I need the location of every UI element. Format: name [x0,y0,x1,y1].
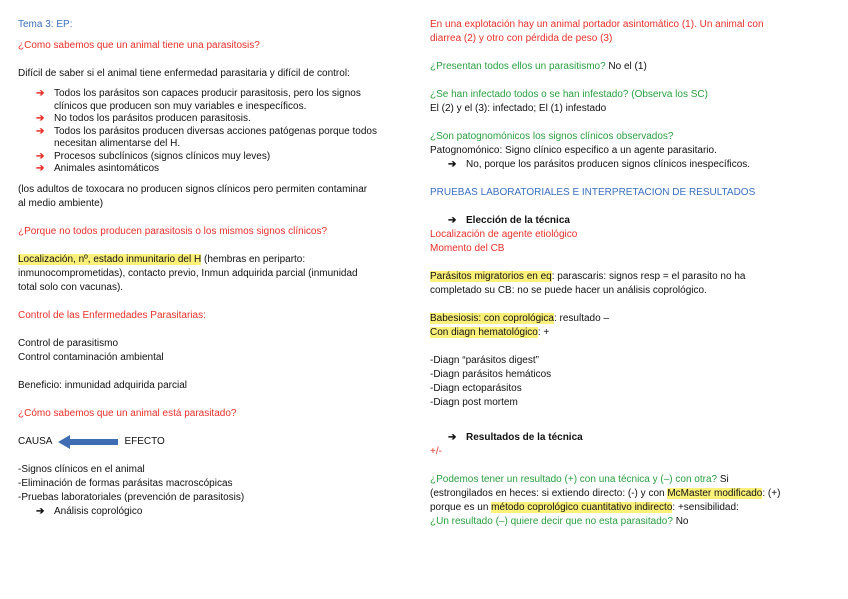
loc-line: Localización de agente etiológico [430,229,578,240]
migratorios-text: Parásitos migratorios en eq: parascaris: signos resp = el parasito no ha completado su CB: no se puede hacer un análisis coprológico. [430,271,746,296]
arrow-icon: ➔ [36,113,45,124]
arrow-icon: ➔ [448,159,457,170]
localization-text: Localización, nº, estado inmunitario del H (hembras en periparto: inmunocomprometidas), contacto previo, Inmun adquirida parcial (inmunidad total solo con vacunas). [18,253,358,293]
momento-line: Momento del CB [430,243,505,254]
question-why: ¿Porque no todos producen parasitosis o los mismos signos clínicos? [18,225,328,237]
sub-item: ➔ No, porque los parásitos producen signos clínicos inespecíficos. [448,159,751,170]
arrow-icon: ➔ [36,125,45,137]
list-item: ➔ Todos los parásitos producen diversas acciones patógenas porque todos necesitan alimentarse del H. [36,125,377,149]
list-item: ➔ Animales asintomáticos [36,163,160,174]
question-parasitado: ¿Cómo sabemos que un animal está parasitado? [18,407,237,419]
left-column [18,18,398,519]
heading-resultados: ➔ Resultados de la técnica [448,432,583,443]
diag-item: -Diagn post mortem [430,397,518,408]
heading-eleccion: ➔ Elección de la técnica [448,215,570,226]
list-item: ➔ Todos los parásitos son capaces producir parasitosis, pero los signos clínicos que producen son muy variables e inespecíficos. [36,88,361,112]
intro-text: Difícil de saber si el animal tiene enfermedad parasitaria y difícil de control: [18,68,350,79]
diag-item: -Diagn parásitos hemáticos [430,369,552,380]
question-parasitosis: ¿Como sabemos que un animal tiene una parasitosis? [18,40,260,51]
metodo-line: porque es un método coprológico cuantitativo indirecto: +sensibilidad: [430,502,739,513]
arrow-icon: ➔ [36,505,45,517]
arrow-icon: ➔ [36,150,45,162]
babesiosis-line: Babesiosis: con coprológica: resultado – [430,313,610,324]
efecto-label: EFECTO [124,436,165,447]
list-item: ➔ Procesos subclínicos (signos clínicos muy leves) [36,150,271,162]
list-item: ➔ No todos los parásitos producen parasitosis. [36,113,251,124]
left-arrow-icon [58,437,118,447]
diag-item: -Diagn ectoparásitos [430,383,522,394]
arrow-icon: ➔ [36,88,45,99]
plus-minus: +/- [430,446,442,457]
bullet-list [18,88,398,176]
arrow-icon: ➔ [36,163,45,174]
section-pruebas: PRUEBAS LABORATORIALES E INTERPRETACION DE RESULTADOS [430,187,756,198]
list-item: -Pruebas laboratoriales (prevención de parasitosis) [18,491,245,503]
diag-item: -Diagn “parásitos digest” [430,355,539,366]
doc-title: Tema 3: EP: [18,19,73,30]
case-text: En una explotación hay un animal portador asintomático (1). Un animal con diarrea (2) y otro con pérdida de peso (3) [430,19,764,44]
causa-label: CAUSA [18,436,53,447]
answer-infected: El (2) y el (3): infectado; El (1) infestado [430,103,607,114]
question-answer: ¿Presentan todos ellos un parasitismo? No el (1) [430,61,647,72]
toxocara-note: (los adultos de toxocara no producen signos clínicos pero permiten contaminar al medio ambiente) [18,183,368,209]
list-item: -Signos clínicos en el animal [18,463,145,475]
question-patognomonic: ¿Son patognomónicos los signos clínicos observados? [430,131,674,142]
list-item: -Eliminación de formas parásitas macroscópicas [18,477,233,489]
question-negative: ¿Un resultado (–) quiere decir que no esta parasitado? No [430,516,689,527]
hematologico-line: Con diagn hematológico: + [430,327,550,338]
control-line: Control de parasitismo [18,337,119,349]
beneficio-text: Beneficio: inmunidad adquirida parcial [18,379,187,391]
causa-efecto [18,435,398,449]
question-results: ¿Podemos tener un resultado (+) con una técnica y (–) con otra? Si [430,474,729,485]
arrow-icon: ➔ [448,215,457,226]
control-line: Control contaminación ambiental [18,351,164,363]
right-column [430,18,830,529]
arrow-icon: ➔ [448,432,457,443]
control-title: Control de las Enfermedades Parasitarias: [18,309,206,321]
estrongilados-line: (estrongilados en heces: si extiendo directo: (-) y con McMaster modificado: (+) [430,488,781,499]
answer-patognomonic: Patognomónico: Signo clínico especifico a un agente parasitario. [430,145,717,156]
sub-item: ➔ Análisis coprológico [36,505,143,517]
question-infected: ¿Se han infectado todos o se han infestado? (Observa los SC) [430,89,708,100]
